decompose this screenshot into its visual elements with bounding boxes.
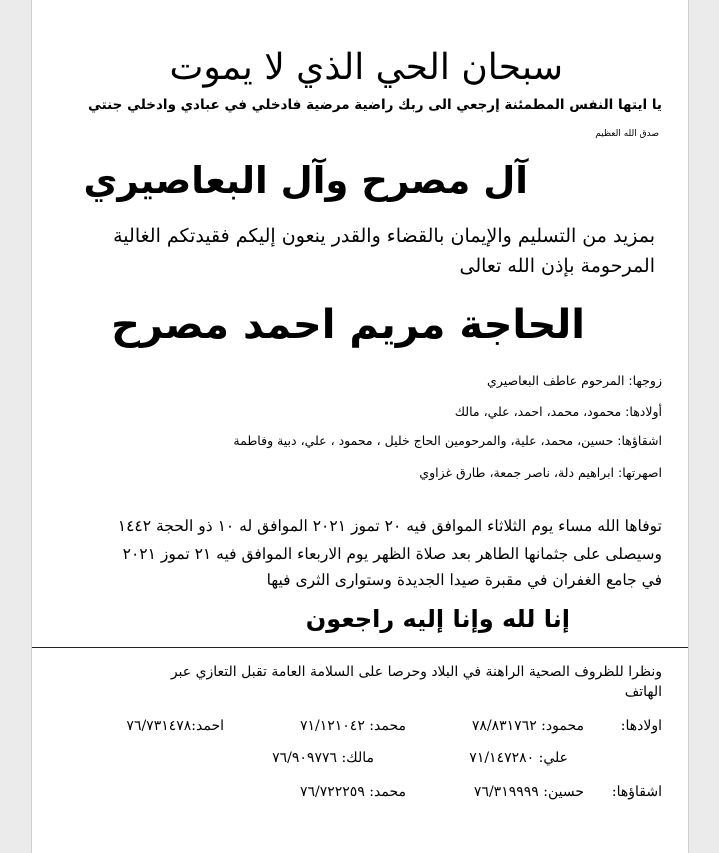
document-page — [31, 0, 689, 853]
condolence-notice-line-2: الهاتف — [624, 684, 662, 700]
document-title: سبحان الحي الذي لا يموت — [169, 47, 563, 88]
phone-mohammad: محمد: ٧١/١٢١٠٤٢ — [299, 718, 406, 734]
phone-malek: مالك: ٧٦/٩٠٩٧٧٦ — [272, 750, 374, 766]
phone-siblings-label: اشقاؤها: — [611, 784, 662, 800]
intro-line-1: بمزيد من التسليم والإيمان بالقضاء والقدر ينعون إليكم فقيدتكم الغالية — [113, 225, 655, 247]
phone-ahmad: احمد:٧٦/٧٣١٤٧٨ — [126, 718, 224, 734]
phone-children-label: اولادها: — [620, 718, 662, 734]
intro-line-2: المرحومة بإذن الله تعالى — [459, 255, 655, 277]
closing-verse: إنا لله وإنا إليه راجعون — [305, 605, 570, 633]
relatives-children: أولادها: محمود، محمد، احمد، علي، مالك — [454, 404, 662, 419]
relatives-siblings: اشقاؤها: حسين، محمد، علية، والمرحومين الحاج خليل ، محمود ، علي، دبية وفاطمة — [233, 433, 662, 448]
family-names: آل مصرح وآل البعاصيري — [83, 159, 528, 202]
relatives-in-laws: اصهرتها: ابراهيم دلة، ناصر جمعة، طارق غزاوي — [419, 465, 662, 480]
death-info-line-1: توفاها الله مساء يوم الثلاثاء الموافق فيه ٢٠ تموز ٢٠٢١ الموافق له ١٠ ذو الحجة ١٤٤٢ — [117, 517, 662, 535]
death-info-line-3: في جامع الغفران في مقبرة صيدا الجديدة وستوارى الثرى فيها — [266, 571, 662, 589]
deceased-name: الحاجة مريم احمد مصرح — [111, 302, 585, 348]
sadaq-text: صدق الله العظيم — [595, 129, 659, 139]
phone-mahmoud: محمود: ٧٨/٨٣١٧٦٢ — [471, 718, 584, 734]
phone-ali: علي: ٧١/١٤٧٢٨٠ — [469, 750, 568, 766]
divider — [32, 647, 688, 648]
condolence-notice-line-1: ونظرا للظروف الصحية الراهنة في البلاد وحرصا على السلامة العامة تقبل التعازي عبر — [170, 664, 662, 680]
relatives-husband: زوجها: المرحوم عاطف البعاصيري — [487, 373, 662, 388]
phone-mohammad-brother: محمد: ٧٦/٧٢٢٢٥٩ — [299, 784, 406, 800]
phone-hussein: حسين: ٧٦/٣١٩٩٩٩ — [473, 784, 584, 800]
death-info-line-2: وسيصلى على جثمانها الطاهر بعد صلاة الظهر يوم الاربعاء الموافق فيه ٢١ تموز ٢٠٢١ — [122, 545, 662, 563]
quran-verse: يا ايتها النفس المطمئنة إرجعي الى ربك راضية مرضية فادخلي في عبادي وادخلي جنتي — [88, 97, 662, 113]
